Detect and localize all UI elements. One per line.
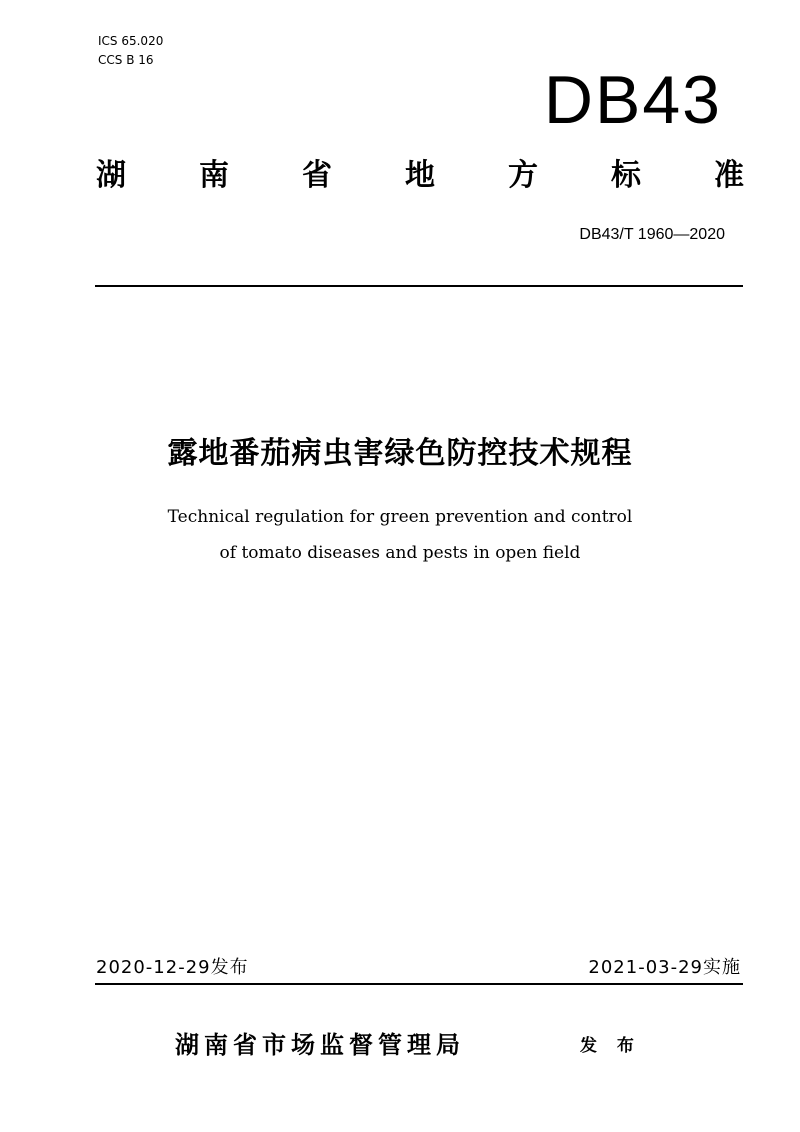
footer-divider (95, 983, 743, 985)
issue-label: 发 布 (580, 1036, 641, 1056)
implement-date: 2021-03-29实施 (588, 957, 741, 978)
heading-char: 南 (199, 158, 229, 193)
heading-char: 准 (714, 158, 744, 193)
document-title-en-line1: Technical regulation for green prevention and control (167, 507, 633, 527)
document-title-en-line2: of tomato diseases and pests in open field (219, 543, 581, 563)
ccs-code: CCS B 16 (98, 53, 154, 67)
header-divider (95, 285, 743, 287)
issuing-authority: 湖南省市场监督管理局 (175, 1031, 465, 1059)
ics-code: ICS 65.020 (98, 34, 164, 48)
standard-number: DB43/T 1960—2020 (579, 226, 725, 243)
heading-char: 湖 (96, 158, 126, 193)
heading-char: 地 (405, 158, 435, 193)
heading-char: 省 (302, 158, 332, 193)
document-title-zh: 露地番茄病虫害绿色防控技术规程 (167, 436, 633, 471)
publish-date: 2020-12-29发布 (96, 957, 249, 978)
heading-char: 方 (508, 158, 538, 193)
heading-char: 标 (611, 158, 641, 193)
db-code-large: DB43 (543, 62, 722, 138)
local-standard-heading (96, 150, 744, 194)
